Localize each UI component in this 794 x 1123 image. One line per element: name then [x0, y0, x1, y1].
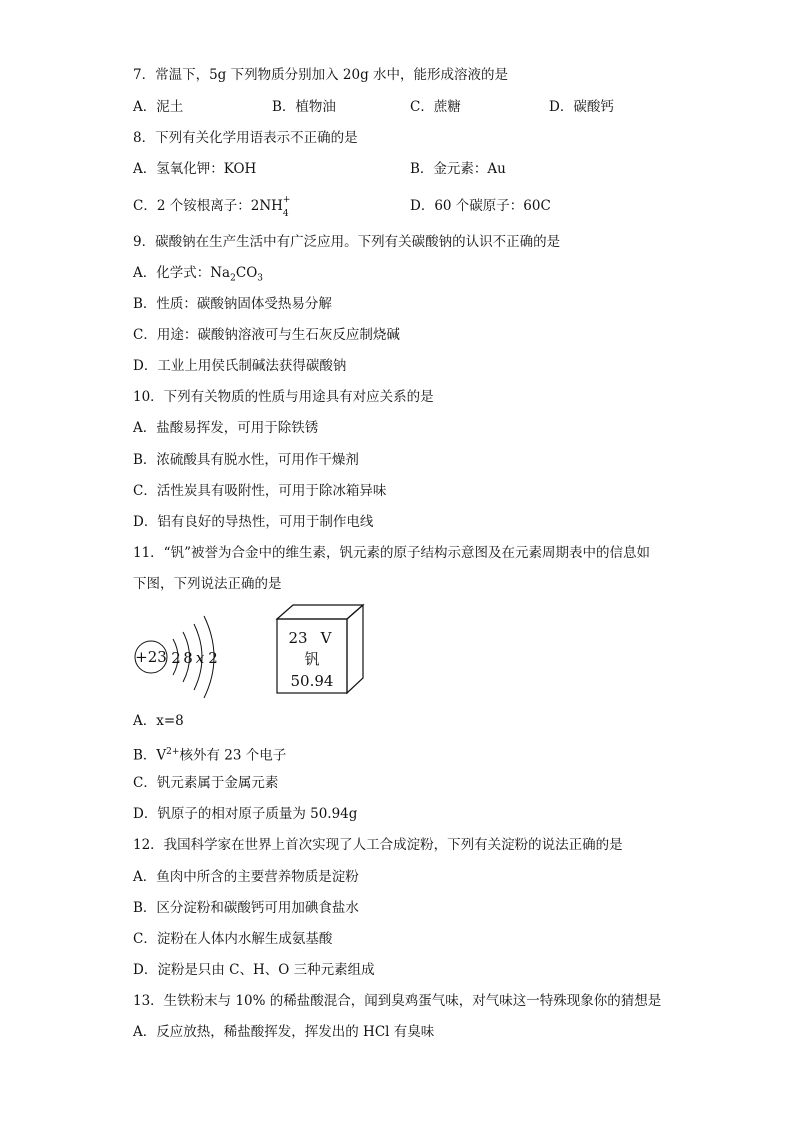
atomic-mass: 50.94 — [290, 672, 334, 690]
q9-option-a-prefix: A．化学式：Na — [133, 265, 231, 281]
tile-side-face — [347, 605, 363, 693]
q8-option-b: B．金元素：Au — [410, 161, 506, 177]
atomic-number: 23 — [288, 629, 308, 647]
q9-option-b: B．性质：碳酸钠固体受热易分解 — [133, 296, 332, 312]
q12-option-c: C．淀粉在人体内水解生成氨基酸 — [133, 931, 333, 947]
q10-option-d: D．铝有良好的导热性，可用于制作电线 — [133, 514, 374, 530]
q9-option-a-sub2: 3 — [257, 273, 263, 284]
q9-option-a — [133, 264, 263, 288]
q11-figure-svg — [133, 604, 373, 704]
shell-3-electrons: x — [195, 649, 205, 667]
q11-option-b-prefix: B．V — [133, 747, 167, 764]
q11-option-c: C．钒元素属于金属元素 — [133, 775, 279, 791]
q8-option-a: A．氢氧化钾：KOH — [133, 161, 257, 177]
q12-stem: 12．我国科学家在世界上首次实现了人工合成淀粉，下列有关淀粉的说法正确的是 — [133, 837, 623, 853]
q8-stem: 8．下列有关化学用语表示不正确的是 — [133, 130, 358, 146]
q11-option-b-rest: 核外有 23 个电子 — [179, 747, 287, 764]
q7-stem: 7．常温下，5g 下列物质分别加入 20g 水中，能形成溶液的是 — [133, 67, 509, 83]
q8-option-c-prefix: C．2 个铵根离子：2 — [133, 198, 260, 214]
q11-option-a: A．x=8 — [133, 713, 184, 729]
q12-option-d: D．淀粉是只由 C、H、O 三种元素组成 — [133, 962, 375, 978]
q9-option-c: C．用途：碳酸钠溶液可与生石灰反应制烧碱 — [133, 327, 400, 343]
q8-option-c-sub: 4 — [282, 209, 289, 219]
element-name: 钒 — [304, 650, 320, 668]
q8-option-d: D．60 个碳原子：60C — [410, 198, 551, 214]
q11-stem-line2: 下图，下列说法正确的是 — [133, 576, 282, 592]
shell-2-electrons: 8 — [183, 649, 193, 667]
q13-stem: 13．生铁粉末与 10% 的稀盐酸混合，闻到臭鸡蛋气味，对气味这一特殊现象你的猜想是 — [133, 993, 662, 1009]
q9-stem: 9．碳酸钠在生产生活中有广泛应用。下列有关碳酸钠的认识不正确的是 — [133, 234, 561, 250]
q9-option-d: D．工业上用侯氏制碱法获得碳酸钠 — [133, 358, 347, 374]
periodic-table-tile — [277, 605, 363, 693]
q8-option-c — [133, 195, 291, 219]
q13-option-a: A．反应放热，稀盐酸挥发，挥发出的 HCl 有臭味 — [133, 1024, 435, 1040]
q7-option-d: D．碳酸钙 — [549, 99, 614, 115]
q8-option-c-formula: NH — [259, 198, 283, 214]
q10-option-a: A．盐酸易挥发，可用于除铁锈 — [133, 420, 319, 436]
atom-structure-diagram — [135, 616, 218, 698]
q7-option-b: B．植物油 — [272, 99, 336, 115]
q10-stem: 10．下列有关物质的性质与用途具有对应关系的是 — [133, 389, 434, 405]
shell-4-electrons: 2 — [208, 649, 218, 667]
q12-option-b: B．区分淀粉和碳酸钙可用加碘食盐水 — [133, 900, 359, 916]
nucleus-charge: +23 — [135, 648, 167, 666]
q12-option-a: A．鱼肉中所含的主要营养物质是淀粉 — [133, 869, 359, 885]
q9-option-a-mid: CO — [235, 265, 258, 281]
q7-option-a: A．泥土 — [133, 99, 184, 115]
q9-option-a-sub1: 2 — [230, 273, 236, 284]
q10-option-c: C．活性炭具有吸附性，可用于除冰箱异味 — [133, 483, 387, 499]
shell-1-electrons: 2 — [171, 649, 181, 667]
q11-stem-line1: 11．“钒”被誉为合金中的维生素，钒元素的原子结构示意图及在元素周期表中的信息如 — [133, 545, 650, 561]
q11-option-b-sup: 2+ — [166, 747, 180, 757]
q10-option-b: B．浓硫酸具有脱水性，可用作干燥剂 — [133, 452, 359, 468]
element-symbol: V — [320, 629, 332, 647]
q11-option-d: D．钒原子的相对原子质量为 50.94g — [133, 806, 358, 822]
q11-diagram — [133, 604, 373, 704]
q8-option-c-sup: + — [282, 195, 291, 205]
q11-option-b — [133, 743, 286, 765]
q7-option-c: C．蔗糖 — [410, 99, 461, 115]
